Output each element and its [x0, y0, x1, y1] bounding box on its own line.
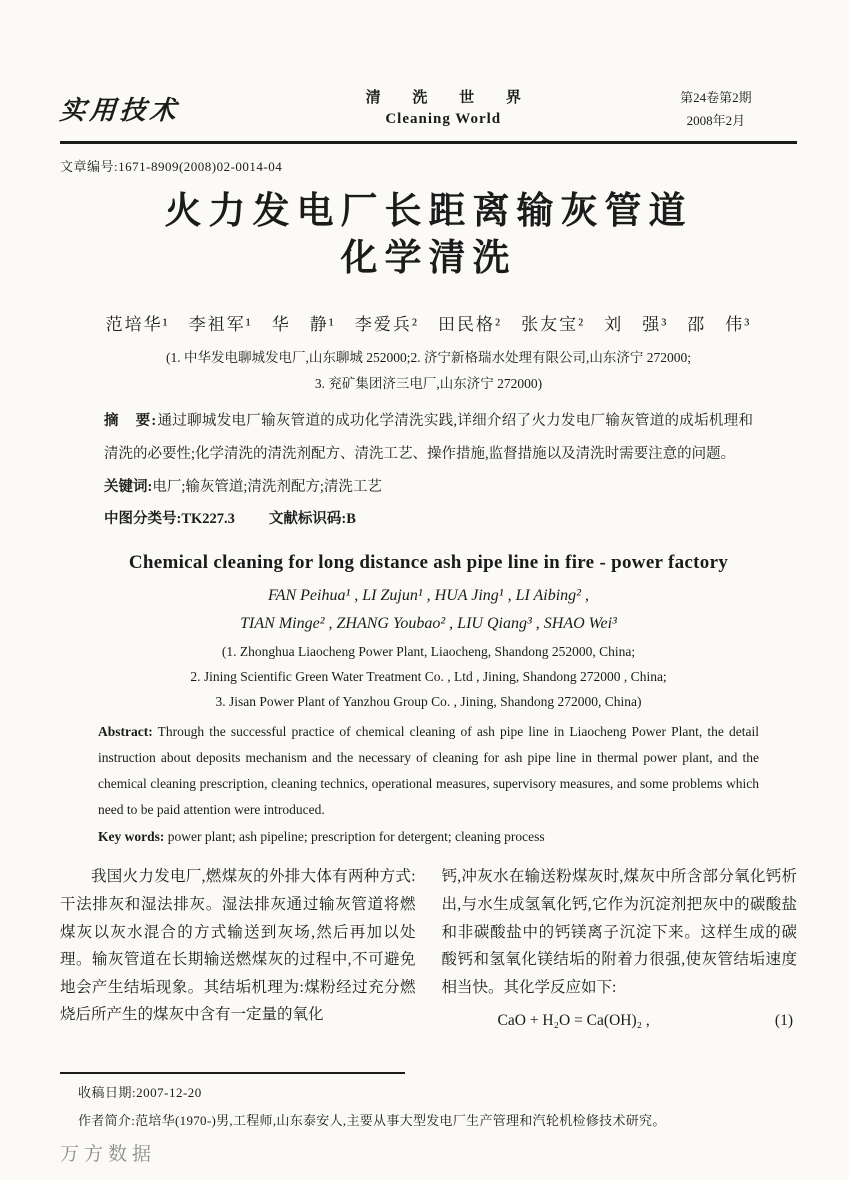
- affiliations-cn: [60, 345, 797, 398]
- body-paragraph-left: 我国火力发电厂,燃煤灰的外排大体有两种方式:干法排灰和湿法排灰。湿法排灰通过输灰管道将燃煤灰以灰水混合的方式输送到灰场,然后再加以处理。输灰管道在长期输送燃煤灰的过程中,不可避免地会产生结垢现象。其结垢机理为:煤粉经过充分燃烧后所产生的煤灰中含有一定量的氧化: [60, 868, 416, 1024]
- affiliation-cn-line-2: 3. 兖矿集团济三电厂,山东济宁 272000): [314, 375, 543, 391]
- abstract-cn: [104, 405, 753, 472]
- footnote-divider: [60, 1072, 405, 1074]
- equation-number: (1): [774, 1012, 793, 1030]
- affiliation-en-line-3: 3. Jisan Power Plant of Yanzhou Group Co. , Jining, Shandong 272000, China): [215, 693, 642, 709]
- authors-en: [60, 582, 797, 638]
- author-bio: 作者简介:范培华(1970-)男,工程师,山东泰安人,主要从事大型发电厂生产管理和汽轮机检修技术研究。: [78, 1113, 666, 1128]
- abstract-cn-text: 通过聊城发电厂输灰管道的成功化学清洗实践,详细介绍了火力发电厂输灰管道的成垢机理和清洗的必要性;化学清洗的清洗剂配方、清洗工艺、操作措施,监督措施以及清洗时需要注意的问题。: [104, 413, 753, 463]
- keywords-cn-label: 关键词:: [104, 478, 153, 495]
- affiliations-en: [60, 640, 797, 715]
- body-column-left: [60, 863, 416, 1034]
- wanfang-watermark: 万方数据: [60, 1144, 157, 1165]
- equation-text: CaO + H₂O = Ca(OH)₂ ,: [497, 1012, 650, 1030]
- affiliation-cn-line-1: (1. 中华发电聊城发电厂,山东聊城 252000;2. 济宁新格瑞水处理有限公司,山东济宁 272000;: [166, 349, 691, 365]
- body-paragraph-right: 钙,冲灰水在输送粉煤灰时,煤灰中所含部分氧化钙析出,与水生成氢氧化钙,它作为沉淀剂把灰中的碳酸盐和非碳酸盐中的钙镁离子沉淀下来。这样生成的碳酸钙和氢氧化镁结垢的附着力很强,使灰管结垢速度相当快。其化学反应如下:: [441, 868, 797, 996]
- classification-line: [104, 504, 753, 536]
- issue-date: 2008年2月: [686, 113, 746, 129]
- article-number: 文章编号:1671-8909(2008)02-0014-04: [60, 158, 283, 174]
- abstract-en-text: Through the successful practice of chemical cleaning of ash pipe line in Liaocheng Power Plant, the detail instruction about deposits mechanism and the necessary of cleaning for ash pipe line in thermal power plant, and the chemical cleaning prescription, cleaning technics, operational measures, supervisory measures, and some problems which need to be paid attention were introduced.: [98, 723, 759, 818]
- journal-header-center: [252, 86, 635, 128]
- received-date: 收稿日期:2007-12-20: [78, 1085, 202, 1100]
- page-footer: [60, 1072, 797, 1166]
- article-title-cn: [60, 187, 797, 282]
- body-column-right: [442, 863, 798, 1034]
- volume-issue: 第24卷第2期: [680, 90, 752, 105]
- keywords-en-text: power plant; ash pipeline; prescription for detergent; cleaning process: [167, 828, 545, 844]
- abstract-en-label: Abstract:: [98, 723, 153, 739]
- affiliation-en-line-1: (1. Zhonghua Liaocheng Power Plant, Liaocheng, Shandong 252000, China;: [221, 643, 636, 659]
- authors-en-line-1: FAN Peihua¹ , LI Zujun¹ , HUA Jing¹ , LI Aibing² ,: [268, 586, 589, 604]
- authors-en-line-2: TIAN Minge² , ZHANG Youbao² , LIU Qiang³ , SHAO Wei³: [240, 614, 617, 632]
- chemical-equation: [442, 1007, 798, 1035]
- journal-section-label: 实用技术: [58, 96, 181, 125]
- body-columns: [60, 863, 797, 1034]
- article-title-en: Chemical cleaning for long distance ash pipe line in fire - power factory: [128, 551, 729, 573]
- journal-header: [60, 86, 797, 133]
- clc-number: 中图分类号:TK227.3: [104, 510, 235, 527]
- keywords-en: [98, 824, 759, 850]
- journal-header-left: [60, 86, 252, 127]
- journal-title-en: Cleaning World: [385, 111, 502, 127]
- title-cn-line-1: 火力发电厂长距离输灰管道: [164, 189, 693, 231]
- document-code: 文献标识码:B: [268, 510, 356, 527]
- keywords-cn: [104, 472, 753, 504]
- journal-title-cn: 清 洗 世 界: [365, 90, 535, 106]
- title-cn-line-2: 化学清洗: [340, 237, 517, 279]
- header-divider: [60, 141, 797, 144]
- affiliation-en-line-2: 2. Jining Scientific Green Water Treatment Co. , Ltd , Jining, Shandong 272000 , China;: [190, 668, 667, 684]
- authors-cn: 范培华¹ 李祖军¹ 华 静¹ 李爱兵² 田民格² 张友宝² 刘 强³ 邵 伟³: [105, 314, 752, 334]
- abstract-cn-label: 摘 要:: [104, 413, 158, 430]
- keywords-cn-text: 电厂;输灰管道;清洗剂配方;清洗工艺: [152, 478, 382, 495]
- journal-header-right: [635, 86, 797, 133]
- abstract-en: [98, 719, 759, 824]
- keywords-en-label: Key words:: [98, 828, 165, 844]
